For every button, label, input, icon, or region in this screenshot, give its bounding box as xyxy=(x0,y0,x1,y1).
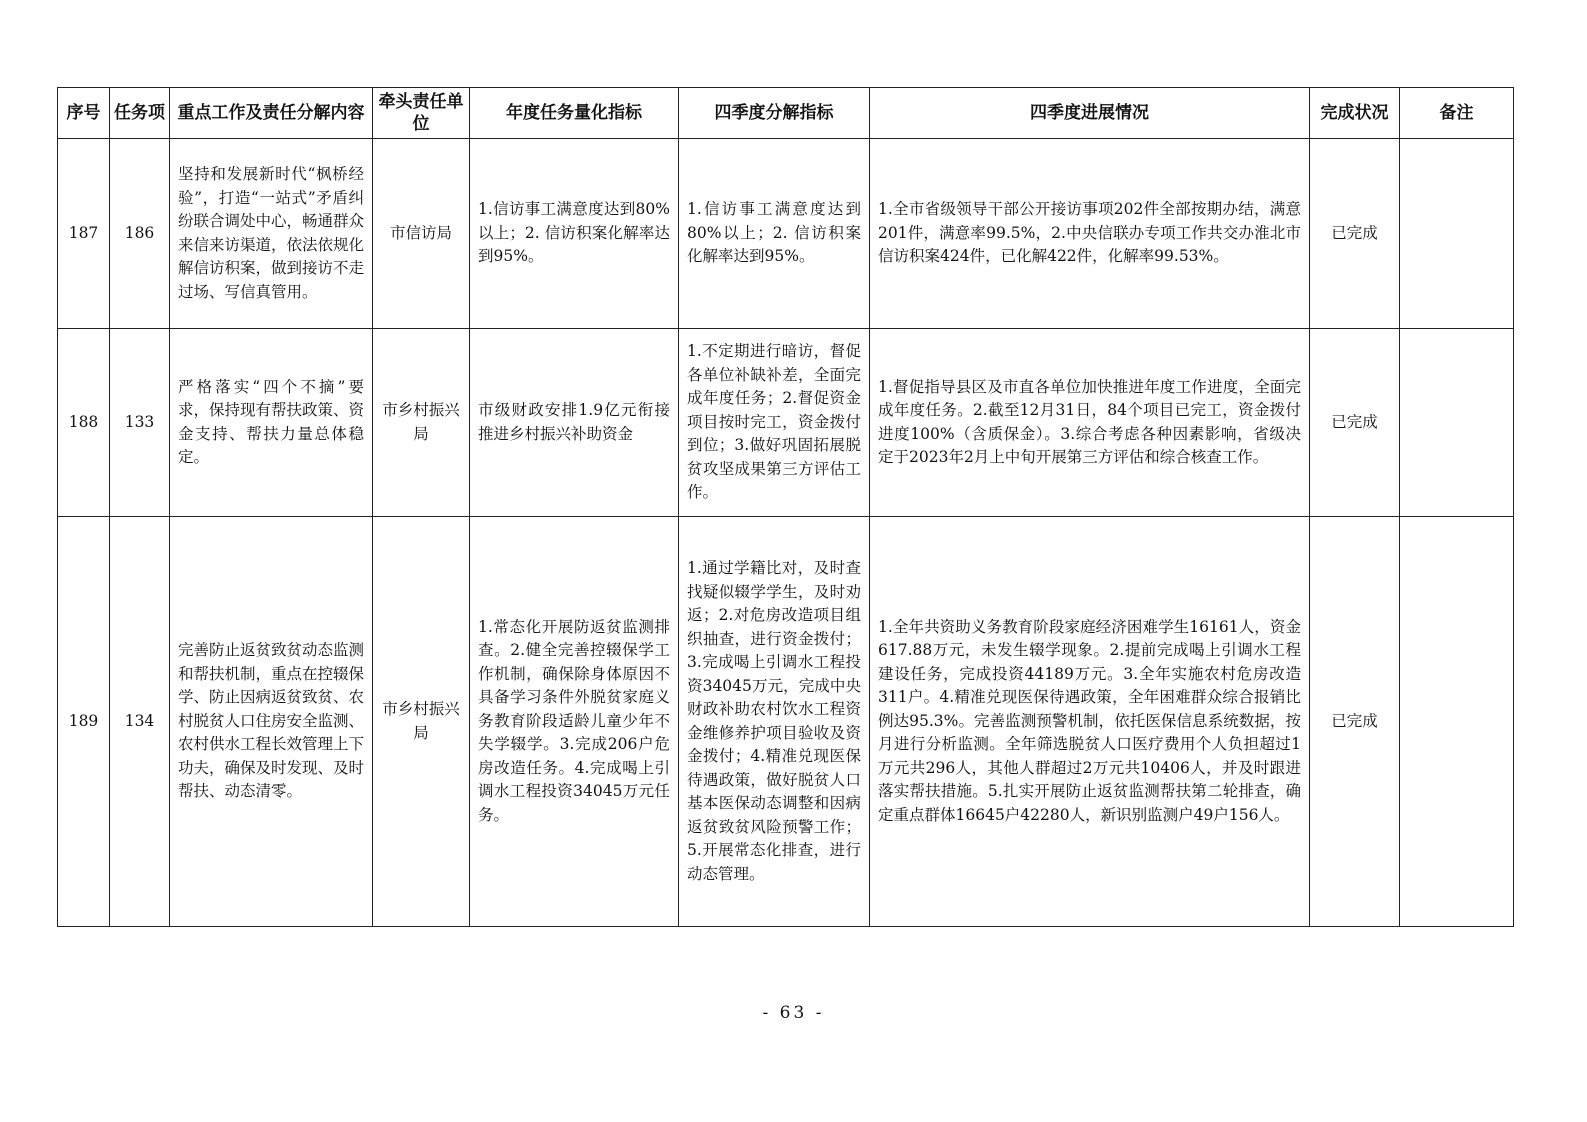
header-status: 完成状况 xyxy=(1310,88,1400,139)
header-lead-unit: 牵头责任单位 xyxy=(373,88,470,139)
cell-seq: 189 xyxy=(58,517,110,927)
cell-q4-progress: 1.全年共资助义务教育阶段家庭经济困难学生16161人，资金617.88万元，未发生辍学现象。2.提前完成喝上引调水工程建设任务，完成投资44189万元。3.全年实施农村危房改造311户。4.精准兑现医保待遇政策，全年困难群众综合报销比例达95.3%。完善监测预警机制，依托医保信息系统数据，按月进行分析监测。全年筛选脱贫人口医疗费用个人负担超过1万元共296人，其他人群超过2万元共10406人，并及时跟进落实帮扶措施。5.扎实开展防止返贫监测帮扶第二轮排查，确定重点群体16645户42280人，新识别监测户49户156人。 xyxy=(870,517,1310,927)
cell-remark xyxy=(1400,517,1514,927)
header-seq: 序号 xyxy=(58,88,110,139)
table-row xyxy=(58,329,1514,517)
header-q4-progress: 四季度进展情况 xyxy=(870,88,1310,139)
cell-annual-indicator: 市级财政安排1.9亿元衔接推进乡村振兴补助资金 xyxy=(470,329,679,517)
cell-seq: 188 xyxy=(58,329,110,517)
cell-lead-unit: 市信访局 xyxy=(373,139,470,329)
table-row xyxy=(58,517,1514,927)
cell-q4-progress: 1.督促指导县区及市直各单位加快推进年度工作进度，全面完成年度任务。2.截至12月31日，84个项目已完工，资金拨付进度100%（含质保金）。3.综合考虑各种因素影响，省级决定于2023年2月上中旬开展第三方评估和综合核查工作。 xyxy=(870,329,1310,517)
page-number: - 63 - xyxy=(762,1003,825,1023)
header-q4-indicator: 四季度分解指标 xyxy=(679,88,870,139)
cell-task-no: 133 xyxy=(110,329,170,517)
cell-remark xyxy=(1400,139,1514,329)
task-table xyxy=(57,87,1514,927)
cell-lead-unit: 市乡村振兴局 xyxy=(373,517,470,927)
header-annual-indicator: 年度任务量化指标 xyxy=(470,88,679,139)
cell-status: 已完成 xyxy=(1310,329,1400,517)
cell-task-no: 186 xyxy=(110,139,170,329)
header-row xyxy=(58,88,1514,139)
cell-annual-indicator: 1.常态化开展防返贫监测排查。2.健全完善控辍保学工作机制，确保除身体原因不具备学习条件外脱贫家庭义务教育阶段适龄儿童少年不失学辍学。3.完成206户危房改造任务。4.完成喝上引调水工程投资34045万元任务。 xyxy=(470,517,679,927)
cell-task-no: 134 xyxy=(110,517,170,927)
header-remark: 备注 xyxy=(1400,88,1514,139)
cell-remark xyxy=(1400,329,1514,517)
cell-content: 坚持和发展新时代“枫桥经验”，打造“一站式”矛盾纠纷联合调处中心，畅通群众来信来访渠道，依法依规化解信访积案，做到接访不走过场、写信真管用。 xyxy=(170,139,373,329)
cell-q4-indicator: 1.通过学籍比对，及时查找疑似辍学学生，及时劝返；2.对危房改造项目组织抽查，进行资金拨付；3.完成喝上引调水工程投资34045万元，完成中央财政补助农村饮水工程资金维修养护项目验收及资金拨付；4.精准兑现医保待遇政策，做好脱贫人口基本医保动态调整和因病返贫致贫风险预警工作；5.开展常态化排查，进行动态管理。 xyxy=(679,517,870,927)
cell-q4-indicator: 1.信访事工满意度达到80%以上；2. 信访积案化解率达到95%。 xyxy=(679,139,870,329)
cell-seq: 187 xyxy=(58,139,110,329)
cell-content: 严格落实“四个不摘”要求，保持现有帮扶政策、资金支持、帮扶力量总体稳定。 xyxy=(170,329,373,517)
table-row xyxy=(58,139,1514,329)
cell-content: 完善防止返贫致贫动态监测和帮扶机制，重点在控辍保学、防止因病返贫致贫、农村脱贫人口住房安全监测、农村供水工程长效管理上下功夫，确保及时发现、及时帮扶、动态清零。 xyxy=(170,517,373,927)
cell-status: 已完成 xyxy=(1310,517,1400,927)
header-content: 重点工作及责任分解内容 xyxy=(170,88,373,139)
cell-status: 已完成 xyxy=(1310,139,1400,329)
cell-lead-unit: 市乡村振兴局 xyxy=(373,329,470,517)
header-task-no: 任务项 xyxy=(110,88,170,139)
cell-annual-indicator: 1.信访事工满意度达到80%以上；2. 信访积案化解率达到95%。 xyxy=(470,139,679,329)
cell-q4-indicator: 1.不定期进行暗访，督促各单位补缺补差，全面完成年度任务；2.督促资金项目按时完工，资金拨付到位；3.做好巩固拓展脱贫攻坚成果第三方评估工作。 xyxy=(679,329,870,517)
cell-q4-progress: 1.全市省级领导干部公开接访事项202件全部按期办结，满意201件，满意率99.5%，2.中央信联办专项工作共交办淮北市信访积案424件，已化解422件，化解率99.53%。 xyxy=(870,139,1310,329)
